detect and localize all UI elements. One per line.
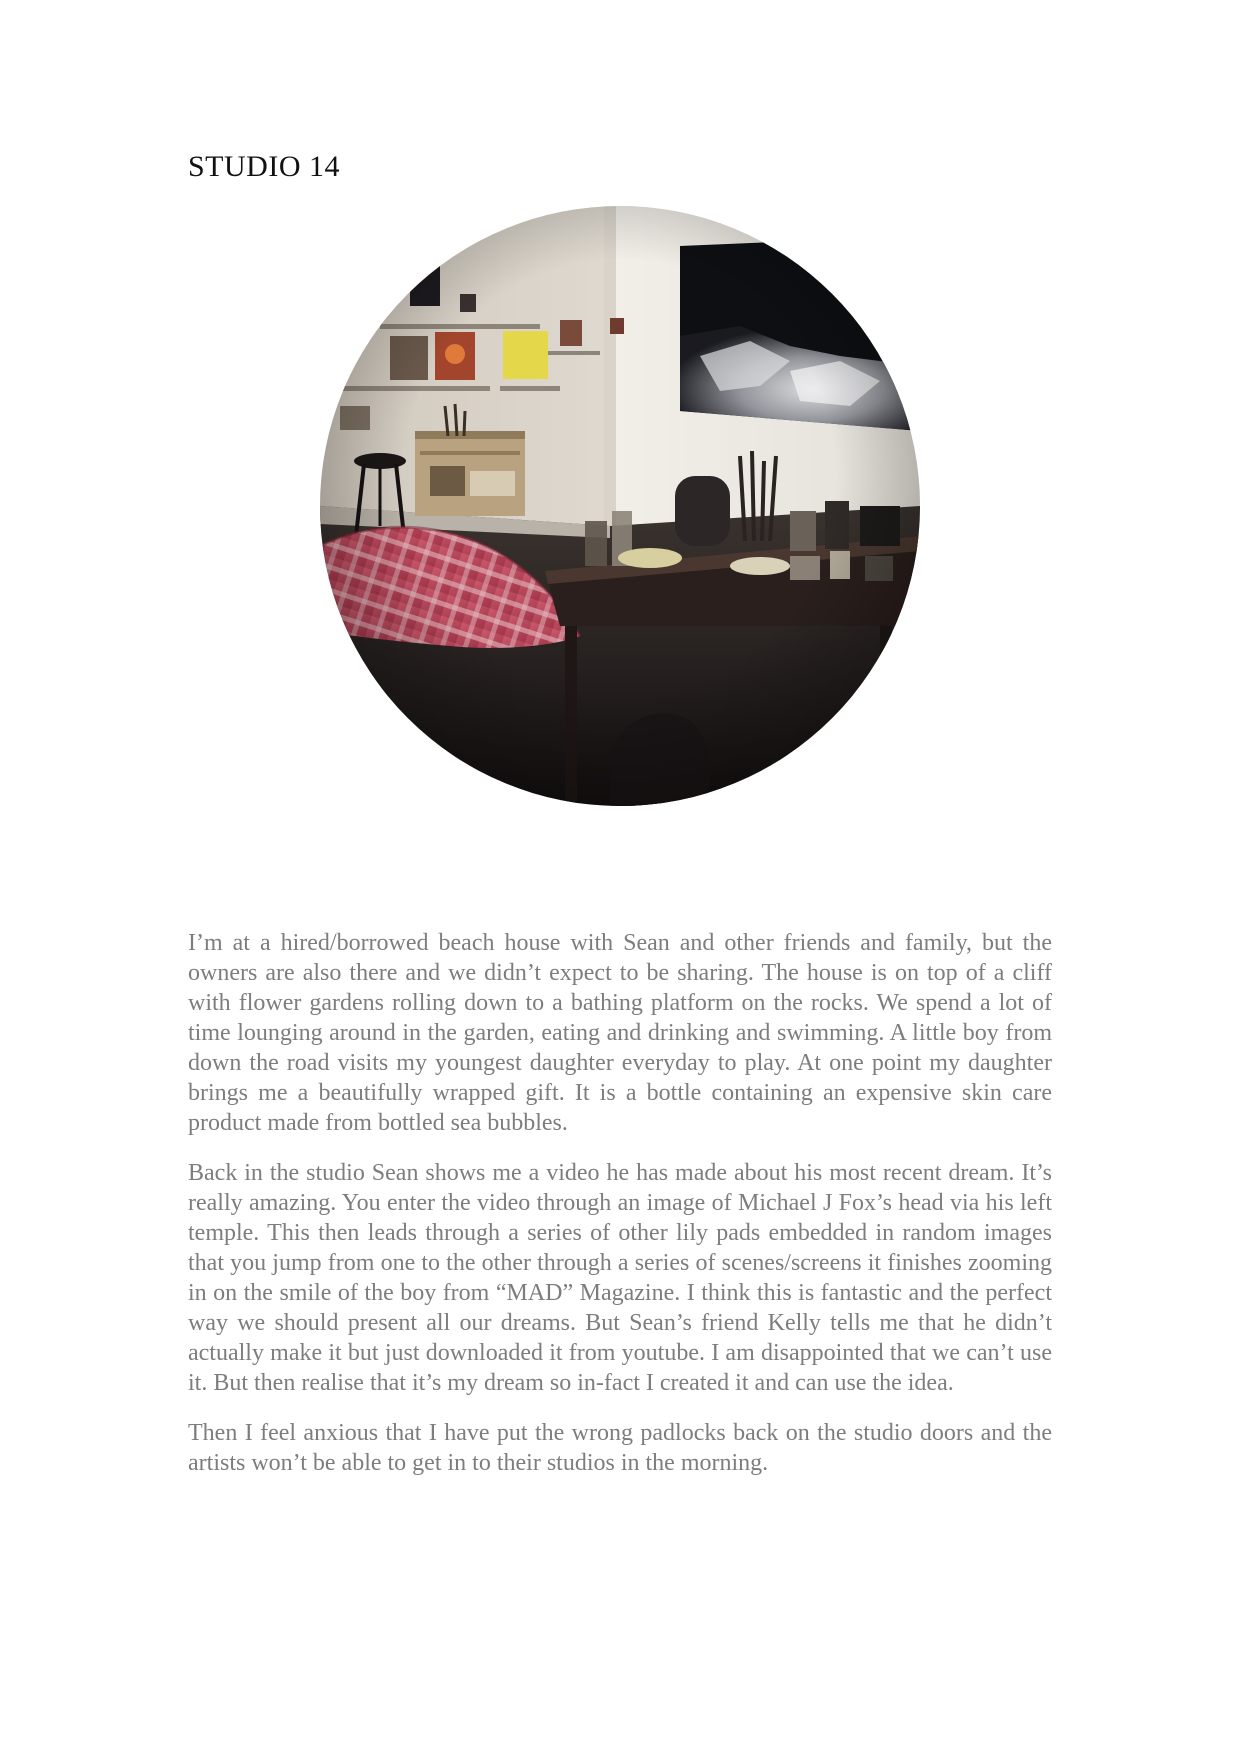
paragraph-3: Then I feel anxious that I have put the wrong padlocks back on the studio doors and the artists won’t be able to get in to their studios in the morning.: [188, 1420, 1052, 1476]
paragraph-1: I’m at a hired/borrowed beach house with Sean and other friends and family, but the owners are also there and we didn’t expect to be sharing. The house is on top of a cliff with flower gardens rolling down to a bathing platform on the rocks. We spend a lot of time lounging around in the garden, eating and drinking and swimming. A little boy from down the road visits my youngest daughter everyday to play. At one point my daughter brings me a beautifully wrapped gift. It is a bottle containing an expensive skin care product made from bottled sea bubbles.: [188, 930, 1052, 1136]
page-title: STUDIO 14: [188, 150, 340, 183]
dream-text: [188, 928, 1052, 1498]
paragraph-2: Back in the studio Sean shows me a video he has made about his most recent dream. It’s really amazing. You enter the video through an image of Michael J Fox’s head via his left temple. This then leads through a series of other lily pads embedded in random images that you jump from one to the other through a series of scenes/screens it finishes zooming in on the smile of the boy from “MAD” Magazine. I think this is fantastic and the perfect way we should present all our dreams. But Sean’s friend Kelly tells me that he didn’t actually make it but just downloaded it from youtube. I am disappointed that we can’t use it. But then realise that it’s my dream so in-fact I created it and can use the idea.: [188, 1160, 1052, 1396]
studio-photo: [320, 206, 920, 806]
studio-photo-illustration: [320, 206, 920, 806]
